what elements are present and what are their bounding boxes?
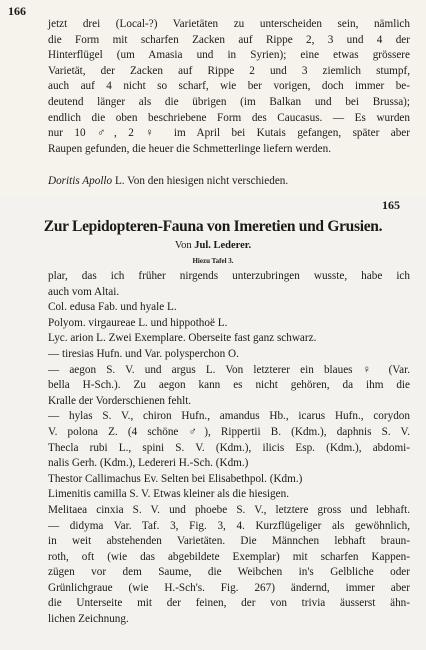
doritis-entry xyxy=(48,175,410,187)
text-line: nur 10 ♂, 2 ♀ im April bei Kutais gefangen, später aber xyxy=(48,127,410,140)
text-line: auch auf 4 nicht so scharf, wie ber vorigen, doch immer be- xyxy=(48,80,410,93)
text-line: Grünlichgraue (wie H.-Sch's. Fig. 267) ändernd, immer aber xyxy=(48,581,410,594)
text-line: — didyma Var. Taf. 3, Fig. 3, 4. Kurzflügeliger als gewöhnlich, xyxy=(48,519,410,532)
upper-paragraph xyxy=(48,17,410,157)
text-line: — aegon S. V. und argus L. Von letzterer ein blaues ♀ (Var. xyxy=(48,363,410,376)
text-line: Varietät, der Zacken auf Rippe 2 und 3 ziemlich stumpf, xyxy=(48,64,410,77)
text-line: nalis Gerh. (Kdm.), Ledereri H.-Sch. (Kdm.) xyxy=(48,457,249,470)
text-line: V. polona Z. (4 schöne ♂), Rippertii B. (Kdm.), daphnis S. V. xyxy=(48,425,410,438)
plate-note: Hiezu Tafel 3. xyxy=(192,257,234,265)
text-line: roth, oft (wie das abgebildete Exemplar) mit scharfen Kappen- xyxy=(48,550,410,563)
text-line: die Form mit scharfen Zacken auf Rippe 2, 3 und 4 der xyxy=(48,33,410,46)
text-line: endlich die oben beschriebene Form des Caucasus. — Es wurden xyxy=(48,111,410,124)
text-line: auch vom Altai. xyxy=(48,285,120,298)
text-line: zügen vor dem Saume, die Weibchen in's Gelbliche oder xyxy=(48,566,410,579)
page-number-166: 166 xyxy=(8,4,26,18)
text-line: Hinterflügel (um Amasia und in Syrien); eine etwas grössere xyxy=(48,49,410,62)
text-line: Thecla rubi L., spini S. V. (Kdm.), ilicis Esp. (Kdm.), abdomi- xyxy=(48,441,410,454)
author-name: Jul. Lederer. xyxy=(194,240,252,251)
article-title: Zur Lepidopteren-Fauna von Imeretien und Grusien. xyxy=(43,218,383,235)
text-line: Kralle der Vorderschienen fehlt. xyxy=(48,394,192,407)
text-line: Melitaea cinxia S. V. und phoebe S. V., letztere gross und lebhaft. xyxy=(48,503,410,516)
text-line: Raupen gefunden, die heuer die Schmetterlinge liefern werden. xyxy=(48,142,331,155)
text-line: lichen Zeichnung. xyxy=(48,613,129,626)
text-line: Thestor Callimachus Ev. Selten bei Elisabethpol. (Kdm.) xyxy=(48,472,303,485)
text-line: Col. edusa Fab. und hyale L. xyxy=(48,301,177,314)
species-note: L. Von den hiesigen nicht verschieden. xyxy=(112,175,289,187)
text-line: Polyom. virgaureae L. und hippothoë L. xyxy=(48,316,228,329)
lower-paragraph xyxy=(48,269,410,628)
species-name: Doritis Apollo xyxy=(48,175,113,187)
text-line: plar, das ich früher nirgends unterzubringen wusste, habe ich xyxy=(48,270,410,282)
author-prefix: Von xyxy=(174,240,192,251)
page-number-165: 165 xyxy=(382,198,400,212)
author-line xyxy=(0,240,426,251)
text-line: bella H-Sch.). Zu aegon kann es nicht gehören, da ihm die xyxy=(48,379,410,392)
text-line: die Unterseite mit der feinen, der von trivia äusserst ähn- xyxy=(48,597,410,610)
upper-page-fragment xyxy=(0,0,426,196)
text-line: — tiresias Hufn. und Var. polysperchon O. xyxy=(48,347,239,360)
text-line: jetzt drei (Local-?) Varietäten zu unterscheiden sein, nämlich xyxy=(48,18,410,30)
text-line: Limenitis camilla S. V. Etwas kleiner als die hiesigen. xyxy=(48,488,290,501)
text-line: — hylas S. V., chiron Hufn., amandus Hb., icarus Hufn., corydon xyxy=(48,410,410,423)
text-line: deutend länger als die übrigen (im Balkan und bei Brussa); xyxy=(48,95,410,108)
text-line: in weit abstehenden Varietäten. Die Männchen lebhaft braun- xyxy=(48,535,410,548)
text-line: Lyc. arion L. Zwei Exemplare. Oberseite fast ganz schwarz. xyxy=(48,332,317,345)
